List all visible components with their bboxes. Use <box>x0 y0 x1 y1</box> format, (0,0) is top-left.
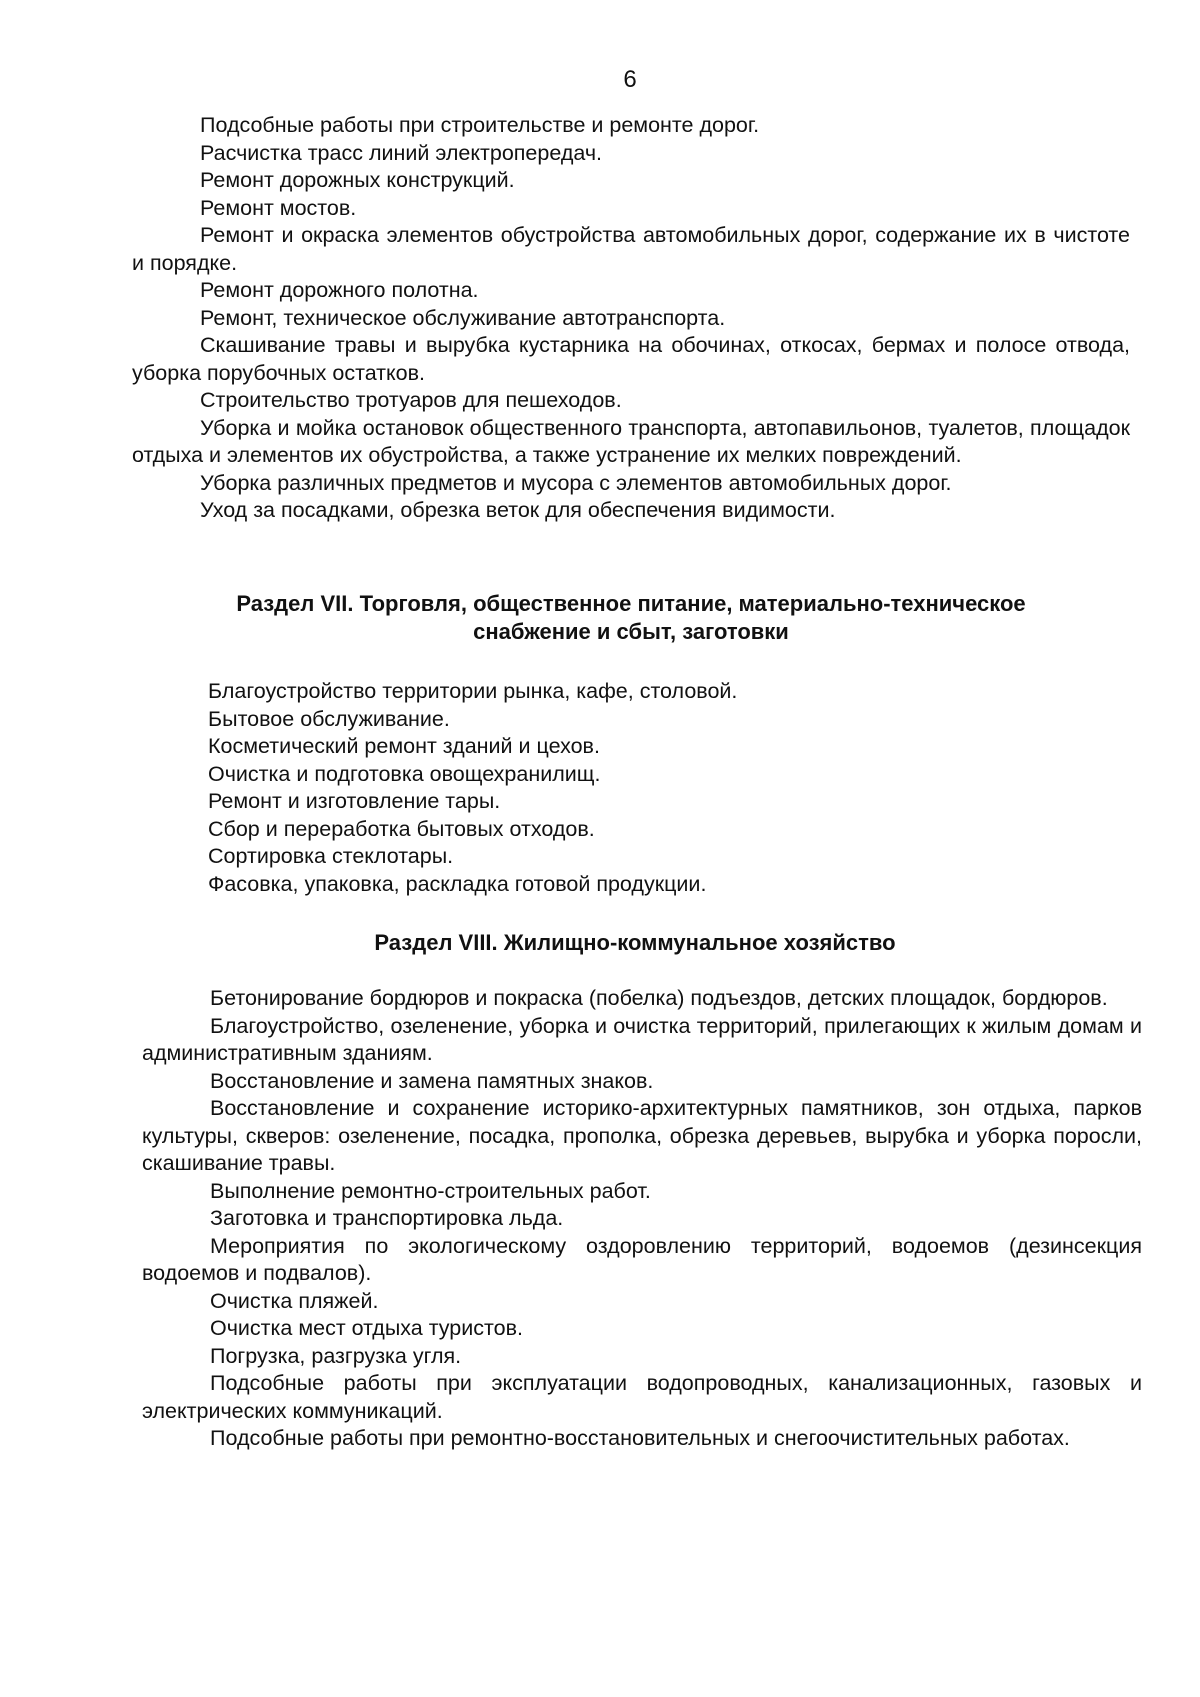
list-item: Ремонт, техническое обслуживание автотранспорта. <box>200 305 726 330</box>
list-item: Бетонирование бордюров и покраска (побелка) подъездов, детских площадок, бордюров. <box>210 986 1108 1010</box>
list-item: Ремонт мостов. <box>200 195 357 220</box>
list-item: Уборка различных предметов и мусора с элементов автомобильных дорог. <box>200 470 952 495</box>
list-item: Очистка и подготовка овощехранилищ. <box>208 761 601 786</box>
list-item: Скашивание травы и вырубка кустарника на обочинах, откосах, бермах и полосе отвода, уборка порубочных остатков. <box>132 333 1130 385</box>
section-7-heading-line-2: снабжение и сбыт, заготовки <box>473 619 789 644</box>
list-item: Расчистка трасс линий электропередач. <box>200 140 603 165</box>
list-item: Ремонт и изготовление тары. <box>208 789 501 813</box>
list-item: Заготовка и транспортировка льда. <box>210 1206 564 1230</box>
section-8-heading <box>140 929 1130 957</box>
section-7-heading <box>132 590 1130 646</box>
list-item: Фасовка, упаковка, раскладка готовой продукции. <box>208 871 707 896</box>
section-7-heading-line-1: Раздел VII. Торговля, общественное питание, материально-техническое <box>236 591 1026 616</box>
list-item: Благоустройство территории рынка, кафе, столовой. <box>208 679 738 703</box>
list-item: Ремонт дорожных конструкций. <box>200 168 515 192</box>
section-8-heading-text: Раздел VIII. Жилищно-коммунальное хозяйство <box>374 930 896 955</box>
list-item: Подсобные работы при ремонтно-восстановительных и снегоочистительных работах. <box>210 1426 1070 1450</box>
section-7-list <box>140 678 1130 898</box>
list-item: Восстановление и сохранение историко-архитектурных памятников, зон отдыха, парков культуры, скверов: озеленение, посадка, прополка, обрезка деревьев, вырубка и уборка поросли, скашивание травы. <box>142 1096 1142 1175</box>
list-item: Строительство тротуаров для пешеходов. <box>200 388 622 412</box>
list-item: Ремонт дорожного полотна. <box>200 278 479 302</box>
list-item: Бытовое обслуживание. <box>208 706 450 731</box>
list-item: Очистка пляжей. <box>210 1288 379 1313</box>
list-item: Ремонт и окраска элементов обустройства автомобильных дорог, содержание их в чистоте и порядке. <box>132 223 1130 275</box>
list-item: Восстановление и замена памятных знаков. <box>210 1068 654 1093</box>
list-item: Сортировка стеклотары. <box>208 844 454 868</box>
list-item: Очистка мест отдыха туристов. <box>210 1316 523 1340</box>
list-item: Сбор и переработка бытовых отходов. <box>208 816 595 841</box>
list-item: Благоустройство, озеленение, уборка и очистка территорий, прилегающих к жилым домам и административным зданиям. <box>142 1013 1142 1065</box>
list-item: Мероприятия по экологическому оздоровлению территорий, водоемов (дезинсекция водоемов и подвалов). <box>142 1233 1142 1285</box>
list-item: Погрузка, разгрузка угля. <box>210 1343 462 1368</box>
page-number: 6 <box>623 66 637 93</box>
list-item: Косметический ремонт зданий и цехов. <box>208 734 600 758</box>
road-works-list <box>132 112 1130 525</box>
list-item: Подсобные работы при эксплуатации водопроводных, канализационных, газовых и электрических коммуникаций. <box>142 1371 1142 1423</box>
section-8-list <box>142 985 1142 1453</box>
list-item: Уборка и мойка остановок общественного транспорта, автопавильонов, туалетов, площадок отдыха и элементов их обустройства, а также устранение их мелких повреждений. <box>132 415 1130 467</box>
list-item: Уход за посадками, обрезка веток для обеспечения видимости. <box>200 498 836 522</box>
list-item: Подсобные работы при строительстве и ремонте дорог. <box>200 113 760 137</box>
list-item: Выполнение ремонтно-строительных работ. <box>210 1178 651 1203</box>
